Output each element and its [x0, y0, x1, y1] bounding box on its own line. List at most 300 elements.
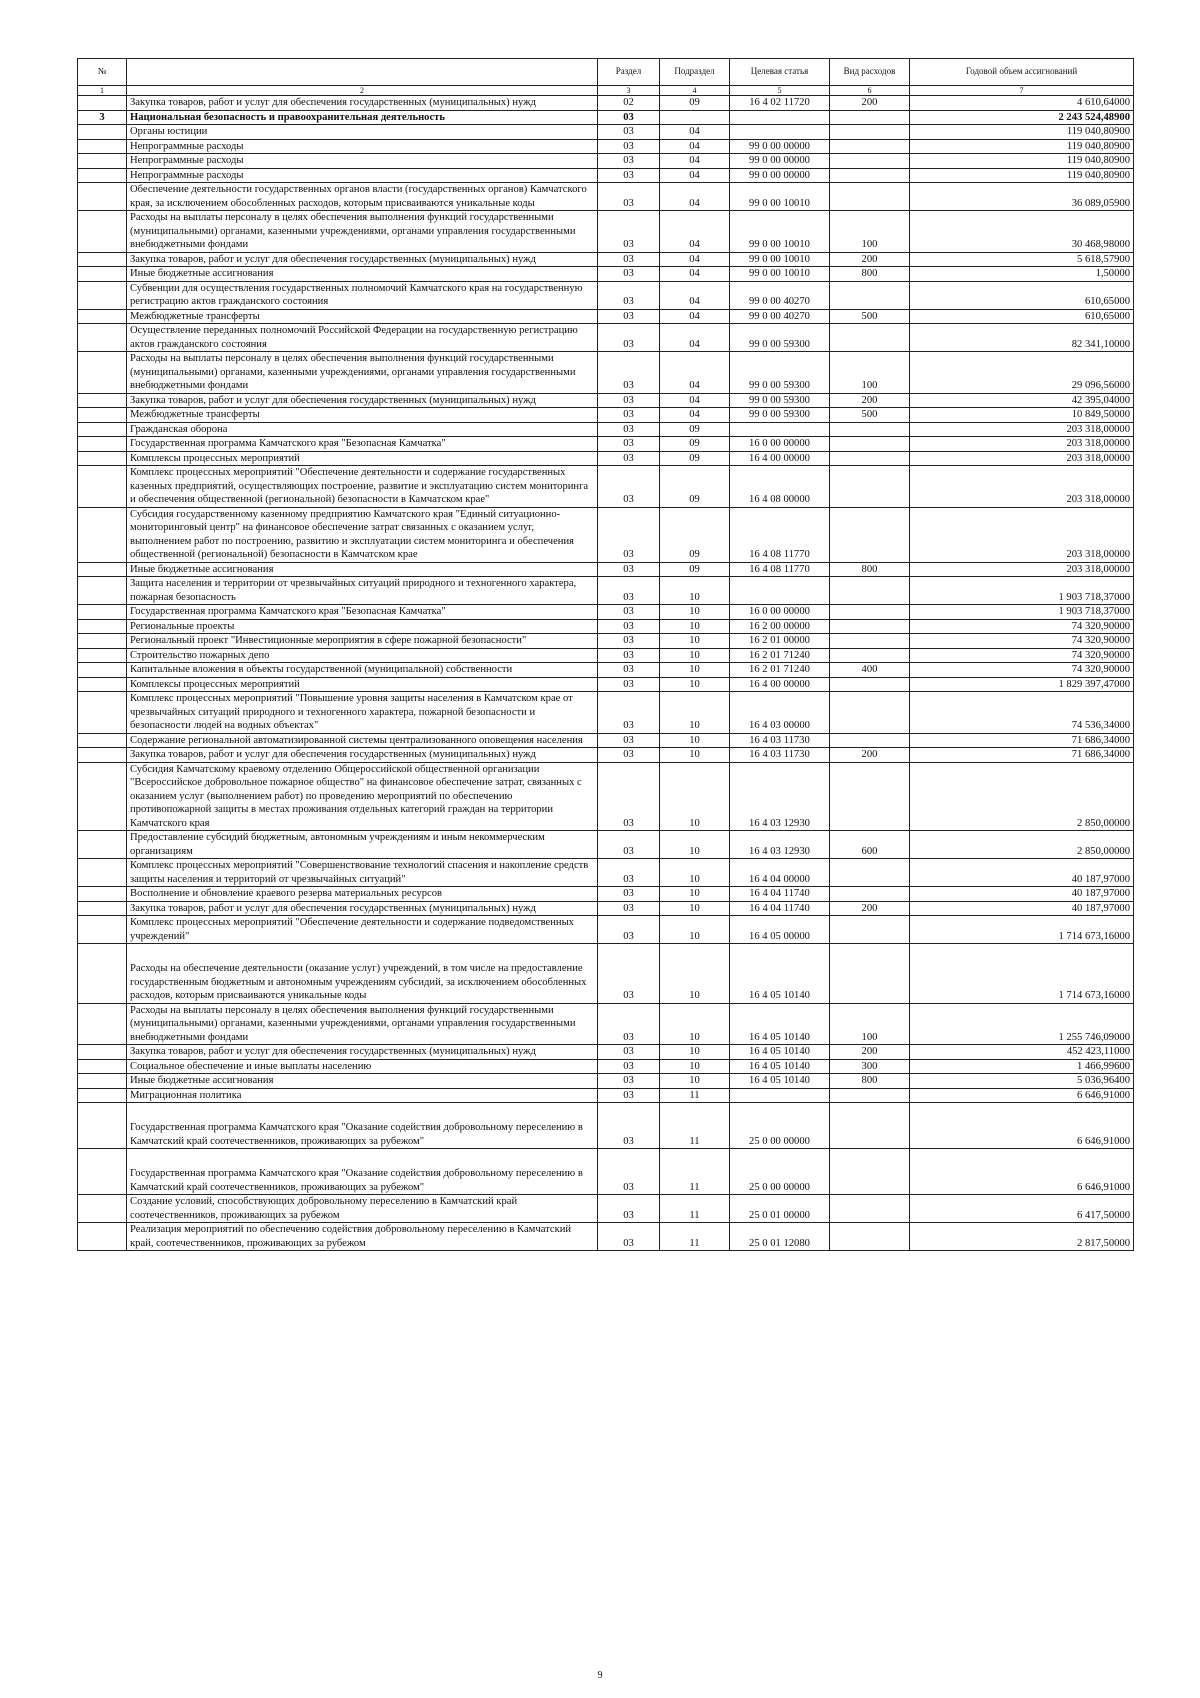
row-razdel: 03	[598, 577, 660, 605]
row-number	[78, 605, 127, 620]
header-vr: Вид расходов	[830, 59, 910, 86]
row-number	[78, 1045, 127, 1060]
row-amount: 5 036,96400	[910, 1074, 1134, 1089]
row-expense-type	[830, 1088, 910, 1103]
row-podrazdel: 04	[660, 211, 730, 253]
row-expense-type	[830, 916, 910, 944]
row-expense-type	[830, 634, 910, 649]
row-name: Содержание региональной автоматизированной системы централизованного оповещения населения	[127, 733, 598, 748]
table-row	[78, 507, 1134, 562]
row-name: Восполнение и обновление краевого резерва материальных ресурсов	[127, 887, 598, 902]
row-name: Комплекс процессных мероприятий "Совершенствование технологий спасения и накопление средств защиты населения и территорий от чрезвычайных ситуаций"	[127, 859, 598, 887]
row-amount: 6 417,50000	[910, 1195, 1134, 1223]
row-name: Обеспечение деятельности государственных органов власти (государственных органов) Камчатского края, за исключением обособленных расходов, которым присваиваются уникальные коды	[127, 183, 598, 211]
row-name: Закупка товаров, работ и услуг для обеспечения государственных (муниципальных) нужд	[127, 96, 598, 111]
row-podrazdel: 04	[660, 267, 730, 282]
column-number: 7	[910, 86, 1134, 96]
row-target-article: 16 4 08 11770	[730, 507, 830, 562]
header-amount: Годовой объем ассигнований	[910, 59, 1134, 86]
column-number: 2	[127, 86, 598, 96]
row-number	[78, 437, 127, 452]
row-podrazdel: 10	[660, 916, 730, 944]
row-amount: 119 040,80900	[910, 139, 1134, 154]
table-row	[78, 562, 1134, 577]
row-amount: 2 850,00000	[910, 762, 1134, 831]
row-podrazdel: 10	[660, 577, 730, 605]
row-amount: 203 318,00000	[910, 562, 1134, 577]
row-expense-type: 500	[830, 408, 910, 423]
row-razdel: 03	[598, 762, 660, 831]
row-expense-type	[830, 1149, 910, 1195]
row-target-article	[730, 1088, 830, 1103]
row-razdel: 03	[598, 605, 660, 620]
row-razdel: 03	[598, 451, 660, 466]
row-razdel: 03	[598, 1059, 660, 1074]
row-name: Создание условий, способствующих добровольному переселению в Камчатский край соотечественников, проживающих за рубежом	[127, 1195, 598, 1223]
row-number	[78, 154, 127, 169]
table-row	[78, 605, 1134, 620]
row-target-article: 16 4 05 10140	[730, 1059, 830, 1074]
row-razdel: 03	[598, 1045, 660, 1060]
row-target-article: 25 0 01 12080	[730, 1223, 830, 1251]
row-razdel: 03	[598, 408, 660, 423]
row-number	[78, 281, 127, 309]
row-expense-type	[830, 437, 910, 452]
row-podrazdel: 10	[660, 692, 730, 734]
row-name: Региональные проекты	[127, 619, 598, 634]
row-amount: 203 318,00000	[910, 422, 1134, 437]
row-name: Закупка товаров, работ и услуг для обеспечения государственных (муниципальных) нужд	[127, 901, 598, 916]
row-number	[78, 901, 127, 916]
table-row	[78, 577, 1134, 605]
row-razdel: 03	[598, 125, 660, 140]
row-amount: 1 903 718,37000	[910, 605, 1134, 620]
row-number	[78, 831, 127, 859]
row-target-article: 99 0 00 59300	[730, 352, 830, 394]
row-number	[78, 692, 127, 734]
row-expense-type	[830, 125, 910, 140]
table-row	[78, 466, 1134, 508]
row-target-article	[730, 110, 830, 125]
row-amount: 203 318,00000	[910, 437, 1134, 452]
table-row	[78, 393, 1134, 408]
row-razdel: 03	[598, 168, 660, 183]
table-row	[78, 944, 1134, 1004]
row-podrazdel: 10	[660, 1045, 730, 1060]
row-number	[78, 663, 127, 678]
row-amount: 10 849,50000	[910, 408, 1134, 423]
row-amount: 74 320,90000	[910, 663, 1134, 678]
row-expense-type: 200	[830, 96, 910, 111]
row-razdel: 03	[598, 831, 660, 859]
row-expense-type: 200	[830, 393, 910, 408]
row-razdel: 03	[598, 139, 660, 154]
row-number	[78, 183, 127, 211]
row-target-article: 99 0 00 10010	[730, 252, 830, 267]
row-target-article: 16 4 04 11740	[730, 901, 830, 916]
header-name	[127, 59, 598, 86]
table-row	[78, 267, 1134, 282]
row-amount: 40 187,97000	[910, 859, 1134, 887]
row-razdel: 03	[598, 663, 660, 678]
row-podrazdel: 10	[660, 944, 730, 1004]
table-row	[78, 901, 1134, 916]
row-podrazdel: 04	[660, 168, 730, 183]
row-target-article: 16 2 01 71240	[730, 663, 830, 678]
row-name: Расходы на выплаты персоналу в целях обеспечения выполнения функций государственными (муниципальными) органами, казенными учреждениями, органами управления государственными внебюджетными фондами	[127, 1003, 598, 1045]
row-name: Межбюджетные трансферты	[127, 309, 598, 324]
row-number	[78, 916, 127, 944]
row-target-article: 16 4 05 10140	[730, 1045, 830, 1060]
row-number	[78, 422, 127, 437]
row-amount: 40 187,97000	[910, 901, 1134, 916]
row-number	[78, 1149, 127, 1195]
row-name: Национальная безопасность и правоохранительная деятельность	[127, 110, 598, 125]
table-row	[78, 1059, 1134, 1074]
row-target-article: 16 4 02 11720	[730, 96, 830, 111]
row-target-article: 16 4 05 10140	[730, 1074, 830, 1089]
row-amount: 74 536,34000	[910, 692, 1134, 734]
column-number: 4	[660, 86, 730, 96]
row-amount: 2 850,00000	[910, 831, 1134, 859]
column-number: 5	[730, 86, 830, 96]
row-expense-type	[830, 507, 910, 562]
row-name: Комплекс процессных мероприятий "Обеспечение деятельности и содержание подведомственных учреждений"	[127, 916, 598, 944]
row-expense-type: 200	[830, 1045, 910, 1060]
row-expense-type: 200	[830, 901, 910, 916]
row-expense-type	[830, 1195, 910, 1223]
row-target-article: 16 4 04 11740	[730, 887, 830, 902]
row-podrazdel: 04	[660, 125, 730, 140]
row-razdel: 03	[598, 1103, 660, 1149]
table-body	[78, 96, 1134, 1251]
row-expense-type	[830, 1223, 910, 1251]
row-razdel: 03	[598, 901, 660, 916]
row-number	[78, 324, 127, 352]
row-podrazdel	[660, 110, 730, 125]
column-number: 6	[830, 86, 910, 96]
row-amount: 119 040,80900	[910, 168, 1134, 183]
row-number	[78, 309, 127, 324]
column-number: 1	[78, 86, 127, 96]
row-expense-type: 800	[830, 267, 910, 282]
row-expense-type: 100	[830, 1003, 910, 1045]
row-razdel: 03	[598, 437, 660, 452]
row-number	[78, 1195, 127, 1223]
table-row	[78, 96, 1134, 111]
row-razdel: 03	[598, 422, 660, 437]
row-expense-type	[830, 466, 910, 508]
row-amount: 2 817,50000	[910, 1223, 1134, 1251]
row-target-article: 16 2 01 00000	[730, 634, 830, 649]
row-number	[78, 1074, 127, 1089]
row-target-article: 99 0 00 00000	[730, 168, 830, 183]
row-name: Непрограммные расходы	[127, 154, 598, 169]
row-number	[78, 733, 127, 748]
row-name: Расходы на обеспечение деятельности (оказание услуг) учреждений, в том числе на предоставление государственным бюджетным и автономным учреждениям субсидий, за исключением обособленных расходов, которым присваиваются уникальные коды	[127, 944, 598, 1004]
row-amount: 71 686,34000	[910, 748, 1134, 763]
table-row	[78, 692, 1134, 734]
row-name: Субсидия государственному казенному предприятию Камчатского края "Единый ситуационно-мониторинговый центр" на финансовое обеспечение затрат связанных с оказанием услуг, выполнением работ по построению, развитию и эксплуатации систем мониторинга и обеспечения общественной (региональной) безопасности в Камчатском крае	[127, 507, 598, 562]
row-podrazdel: 11	[660, 1223, 730, 1251]
row-razdel: 03	[598, 507, 660, 562]
row-podrazdel: 04	[660, 281, 730, 309]
row-podrazdel: 09	[660, 422, 730, 437]
row-number	[78, 887, 127, 902]
column-number: 3	[598, 86, 660, 96]
row-number	[78, 619, 127, 634]
row-amount: 1 829 397,47000	[910, 677, 1134, 692]
row-target-article: 99 0 00 40270	[730, 309, 830, 324]
row-expense-type: 100	[830, 352, 910, 394]
table-row	[78, 125, 1134, 140]
row-expense-type	[830, 451, 910, 466]
row-name: Иные бюджетные ассигнования	[127, 562, 598, 577]
row-target-article: 99 0 00 10010	[730, 211, 830, 253]
row-razdel: 03	[598, 1195, 660, 1223]
row-target-article: 99 0 00 40270	[730, 281, 830, 309]
row-expense-type	[830, 154, 910, 169]
table-row	[78, 648, 1134, 663]
row-amount: 1 714 673,16000	[910, 944, 1134, 1004]
row-name: Иные бюджетные ассигнования	[127, 1074, 598, 1089]
row-number	[78, 648, 127, 663]
row-razdel: 03	[598, 916, 660, 944]
row-expense-type: 300	[830, 1059, 910, 1074]
table-row	[78, 422, 1134, 437]
table-row	[78, 352, 1134, 394]
row-podrazdel: 10	[660, 831, 730, 859]
row-name: Государственная программа Камчатского края "Оказание содействия добровольному переселению в Камчатский край соотечественников, проживающих за рубежом"	[127, 1149, 598, 1195]
row-target-article: 16 4 00 00000	[730, 677, 830, 692]
row-razdel: 03	[598, 648, 660, 663]
row-podrazdel: 10	[660, 663, 730, 678]
row-target-article: 16 4 03 12930	[730, 762, 830, 831]
row-expense-type: 400	[830, 663, 910, 678]
table-row	[78, 451, 1134, 466]
row-razdel: 03	[598, 267, 660, 282]
row-podrazdel: 10	[660, 634, 730, 649]
row-target-article: 99 0 00 59300	[730, 408, 830, 423]
row-razdel: 02	[598, 96, 660, 111]
table-row	[78, 831, 1134, 859]
row-podrazdel: 10	[660, 733, 730, 748]
row-podrazdel: 04	[660, 154, 730, 169]
table-row	[78, 677, 1134, 692]
row-target-article: 25 0 00 00000	[730, 1103, 830, 1149]
row-amount: 42 395,04000	[910, 393, 1134, 408]
table-row	[78, 309, 1134, 324]
row-number	[78, 1223, 127, 1251]
row-podrazdel: 04	[660, 393, 730, 408]
row-podrazdel: 04	[660, 139, 730, 154]
row-podrazdel: 09	[660, 562, 730, 577]
row-amount: 74 320,90000	[910, 619, 1134, 634]
row-target-article: 16 4 03 12930	[730, 831, 830, 859]
row-amount: 203 318,00000	[910, 451, 1134, 466]
row-razdel: 03	[598, 562, 660, 577]
row-number	[78, 1059, 127, 1074]
row-amount: 610,65000	[910, 281, 1134, 309]
row-number	[78, 944, 127, 1004]
row-name: Закупка товаров, работ и услуг для обеспечения государственных (муниципальных) нужд	[127, 1045, 598, 1060]
row-amount: 119 040,80900	[910, 125, 1134, 140]
row-podrazdel: 10	[660, 619, 730, 634]
row-number	[78, 762, 127, 831]
row-number	[78, 451, 127, 466]
table-row	[78, 762, 1134, 831]
row-name: Межбюджетные трансферты	[127, 408, 598, 423]
row-number	[78, 507, 127, 562]
row-razdel: 03	[598, 466, 660, 508]
row-razdel: 03	[598, 1074, 660, 1089]
row-expense-type	[830, 619, 910, 634]
row-razdel: 03	[598, 1088, 660, 1103]
row-name: Органы юстиции	[127, 125, 598, 140]
row-target-article: 16 4 03 00000	[730, 692, 830, 734]
row-name: Комплексы процессных мероприятий	[127, 451, 598, 466]
row-target-article: 16 2 00 00000	[730, 619, 830, 634]
row-number	[78, 466, 127, 508]
table-row	[78, 1088, 1134, 1103]
row-name: Иные бюджетные ассигнования	[127, 267, 598, 282]
row-amount: 1 466,99600	[910, 1059, 1134, 1074]
page-number: 9	[597, 1670, 603, 1681]
row-name: Региональный проект "Инвестиционные мероприятия в сфере пожарной безопасности"	[127, 634, 598, 649]
header-razdel: Раздел	[598, 59, 660, 86]
row-name: Государственная программа Камчатского края "Безопасная Камчатка"	[127, 437, 598, 452]
row-number	[78, 1003, 127, 1045]
row-expense-type	[830, 577, 910, 605]
row-razdel: 03	[598, 859, 660, 887]
row-razdel: 03	[598, 733, 660, 748]
row-name: Осуществление переданных полномочий Российской Федерации на государственную регистрацию актов гражданского состояния	[127, 324, 598, 352]
row-target-article: 99 0 00 00000	[730, 154, 830, 169]
row-target-article	[730, 422, 830, 437]
table-row	[78, 916, 1134, 944]
row-expense-type	[830, 1103, 910, 1149]
table-row	[78, 1045, 1134, 1060]
row-target-article: 16 4 03 11730	[730, 733, 830, 748]
row-target-article: 99 0 00 10010	[730, 183, 830, 211]
row-target-article: 16 0 00 00000	[730, 437, 830, 452]
row-razdel: 03	[598, 1223, 660, 1251]
row-number	[78, 125, 127, 140]
row-expense-type: 600	[830, 831, 910, 859]
row-amount: 29 096,56000	[910, 352, 1134, 394]
row-expense-type	[830, 324, 910, 352]
row-number	[78, 139, 127, 154]
row-expense-type	[830, 110, 910, 125]
row-name: Закупка товаров, работ и услуг для обеспечения государственных (муниципальных) нужд	[127, 252, 598, 267]
table-row	[78, 252, 1134, 267]
row-number	[78, 352, 127, 394]
row-expense-type	[830, 281, 910, 309]
row-amount: 30 468,98000	[910, 211, 1134, 253]
row-target-article: 16 4 05 10140	[730, 1003, 830, 1045]
row-razdel: 03	[598, 393, 660, 408]
table-row	[78, 663, 1134, 678]
row-target-article: 16 4 08 00000	[730, 466, 830, 508]
row-amount: 4 610,64000	[910, 96, 1134, 111]
row-name: Реализация мероприятий по обеспечению содействия добровольному переселению в Камчатский край, соотечественников, проживающих за рубежом	[127, 1223, 598, 1251]
row-podrazdel: 10	[660, 901, 730, 916]
row-razdel: 03	[598, 281, 660, 309]
row-target-article: 16 4 05 00000	[730, 916, 830, 944]
row-expense-type: 800	[830, 1074, 910, 1089]
row-name: Комплексы процессных мероприятий	[127, 677, 598, 692]
row-name: Закупка товаров, работ и услуг для обеспечения государственных (муниципальных) нужд	[127, 748, 598, 763]
row-name: Закупка товаров, работ и услуг для обеспечения государственных (муниципальных) нужд	[127, 393, 598, 408]
row-amount: 74 320,90000	[910, 648, 1134, 663]
table-row	[78, 437, 1134, 452]
row-expense-type	[830, 944, 910, 1004]
header-csr: Целевая статья	[730, 59, 830, 86]
row-amount: 1,50000	[910, 267, 1134, 282]
row-razdel: 03	[598, 619, 660, 634]
row-podrazdel: 04	[660, 252, 730, 267]
row-amount: 119 040,80900	[910, 154, 1134, 169]
row-podrazdel: 10	[660, 605, 730, 620]
row-amount: 74 320,90000	[910, 634, 1134, 649]
row-podrazdel: 04	[660, 408, 730, 423]
row-target-article: 16 4 05 10140	[730, 944, 830, 1004]
row-podrazdel: 10	[660, 887, 730, 902]
table-row	[78, 1149, 1134, 1195]
table-row	[78, 168, 1134, 183]
row-target-article: 25 0 01 00000	[730, 1195, 830, 1223]
row-name: Непрограммные расходы	[127, 139, 598, 154]
row-name: Строительство пожарных депо	[127, 648, 598, 663]
row-razdel: 03	[598, 252, 660, 267]
table-row	[78, 139, 1134, 154]
row-razdel: 03	[598, 154, 660, 169]
row-amount: 1 714 673,16000	[910, 916, 1134, 944]
row-amount: 6 646,91000	[910, 1088, 1134, 1103]
row-target-article: 16 4 03 11730	[730, 748, 830, 763]
table-row	[78, 1195, 1134, 1223]
row-amount: 5 618,57900	[910, 252, 1134, 267]
row-podrazdel: 04	[660, 183, 730, 211]
budget-table	[77, 58, 1134, 1251]
table-row	[78, 1074, 1134, 1089]
row-name: Капитальные вложения в объекты государственной (муниципальной) собственности	[127, 663, 598, 678]
row-number	[78, 1088, 127, 1103]
row-amount: 452 423,11000	[910, 1045, 1134, 1060]
header-podrazdel: Подраздел	[660, 59, 730, 86]
row-podrazdel: 11	[660, 1195, 730, 1223]
row-amount: 2 243 524,48900	[910, 110, 1134, 125]
row-name: Государственная программа Камчатского края "Оказание содействия добровольному переселению в Камчатский край соотечественников, проживающих за рубежом"	[127, 1103, 598, 1149]
column-number-row	[78, 86, 1134, 96]
row-razdel: 03	[598, 887, 660, 902]
row-expense-type: 800	[830, 562, 910, 577]
row-razdel: 03	[598, 211, 660, 253]
row-razdel: 03	[598, 692, 660, 734]
table-row	[78, 619, 1134, 634]
row-name: Непрограммные расходы	[127, 168, 598, 183]
row-expense-type	[830, 762, 910, 831]
row-amount: 1 903 718,37000	[910, 577, 1134, 605]
row-target-article: 25 0 00 00000	[730, 1149, 830, 1195]
row-target-article: 16 2 01 71240	[730, 648, 830, 663]
row-amount: 40 187,97000	[910, 887, 1134, 902]
row-number	[78, 562, 127, 577]
row-podrazdel: 09	[660, 437, 730, 452]
row-expense-type	[830, 733, 910, 748]
row-number	[78, 408, 127, 423]
row-number	[78, 859, 127, 887]
